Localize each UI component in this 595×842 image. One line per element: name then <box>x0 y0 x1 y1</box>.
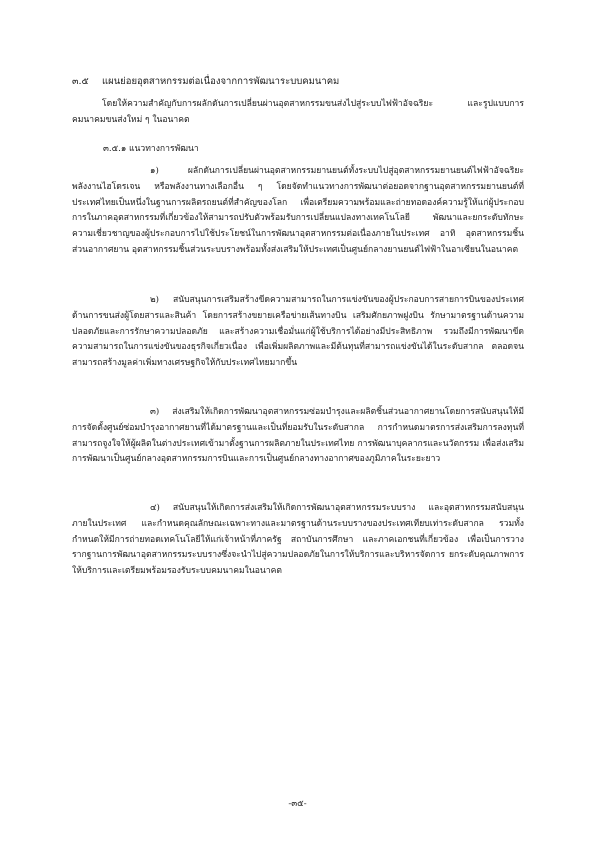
subsection-title: แนวทางการพัฒนา <box>129 144 199 154</box>
section-number: ๓.๕ <box>72 76 89 87</box>
paragraph-2: ๒) สนับสนุนการเสริมสร้างขีดความสามารถในการแข่งขันของผู้ประกอบการสายการบินของประเทศด้านการขนส่งผู้โดยสารและสินค้า โดยการสร้างขยายเครือข่ายเส้นทางบิน เสริมศักยภาพฝูงบิน รักษามาตรฐานด้านความปลอดภัยและการรักษาความปลอดภัย และสร้างความเชื่อมั่นแก่ผู้ใช้บริการได้อย่างมีประสิทธิภาพ รวมถึงมีการพัฒนาขีดความสามารถในการแข่งขันของธุรกิจเกี่ยวเนื่อง เพื่อเพิ่มผลิตภาพและมีต้นทุนที่สามารถแข่งขันได้ในระดับสากล ตลอดจนสามารถสร้างมูลค่าเพิ่มทางเศรษฐกิจให้กับประเทศไทยมากขึ้น <box>72 295 524 369</box>
page-number: -๓๕- <box>288 799 307 809</box>
paragraph-1: ๑) ผลักดันการเปลี่ยนผ่านอุตสาหกรรมยานยนต์ทั้งระบบไปสู่อุตสาหกรรมยานยนต์ไฟฟ้าอัจฉริยะ พลังงานไฮโดรเจน หรือพลังงานทางเลือกอื่น ๆ โดยจัดทำแนวทางการพัฒนาต่อยอดจากฐานอุตสาหกรรมยานยนต์ที่ประเทศไทยเป็นหนึ่งในฐานการผลิตรถยนต์ที่สำคัญของโลก เพื่อเตรียมความพร้อมและถ่ายทอดองค์ความรู้ให้แก่ผู้ประกอบการในภาคอุตสาหกรรมที่เกี่ยวข้องให้สามารถปรับตัวพร้อมรับการเปลี่ยนแปลงทางเทคโนโลยี พัฒนาและยกระดับทักษะความเชี่ยวชาญของผู้ประกอบการไปใช้ประโยชน์ในการพัฒนาอุตสาหกรรมต่อเนื่องภายในประเทศ อาทิ อุตสาหกรรมชิ้นส่วนอากาศยาน อุตสาหกรรมชิ้นส่วนระบบรางพร้อมทั้งส่งเสริมให้ประเทศเป็นศูนย์กลางยานยนต์ไฟฟ้าในอาเซียนในอนาคต <box>72 166 524 255</box>
section-heading <box>72 76 532 88</box>
subsection-heading <box>103 143 403 155</box>
paragraph-4: ๔) สนับสนุนให้เกิดการส่งเสริมให้เกิดการพัฒนาอุตสาหกรรมระบบราง และอุตสาหกรรมสนับสนุนภายในประเทศ และกำหนดคุณลักษณะเฉพาะทางและมาตรฐานด้านระบบรางของประเทศเทียบเท่าระดับสากล รวมทั้งกำหนดให้มีการถ่ายทอดเทคโนโลยีให้แก่เจ้าหน้าที่ภาครัฐ สถาบันการศึกษา และภาคเอกชนที่เกี่ยวข้อง เพื่อเป็นการวางรากฐานการพัฒนาอุตสาหกรรมระบบรางซึ่งจะนำไปสู่ความปลอดภัยในการให้บริการและบริหารจัดการ ยกระดับคุณภาพการให้บริการและเตรียมพร้อมรองรับระบบคมนาคมในอนาคต <box>72 503 524 577</box>
section-title: แผนย่อยอุตสาหกรรมต่อเนื่องจากการพัฒนาระบบคมนาคม <box>102 76 340 87</box>
paragraph-3: ๓) ส่งเสริมให้เกิดการพัฒนาอุตสาหกรรมซ่อมบำรุงและผลิตชิ้นส่วนอากาศยานโดยการสนับสนุนให้มีการจัดตั้งศูนย์ซ่อมบำรุงอากาศยานที่ได้มาตรฐานและเป็นที่ยอมรับในระดับสากล การกำหนดมาตรการส่งเสริมการลงทุนที่สามารถจูงใจให้ผู้ผลิตในต่างประเทศเข้ามาตั้งฐานการผลิตภายในประเทศไทย การพัฒนาบุคลากรและนวัตกรรม เพื่อส่งเสริมการพัฒนาเป็นศูนย์กลางอุตสาหกรรมการบินและการเป็นศูนย์กลางทางอากาศของภูมิภาคในระยะยาว <box>72 407 524 465</box>
section-intro: โดยให้ความสำคัญกับการผลักดันการเปลี่ยนผ่านอุตสาหกรรมขนส่งไปสู่ระบบไฟฟ้าอัจฉริยะ และรูปแบบการคมนาคมขนส่งใหม่ ๆ ในอนาคต <box>72 99 524 125</box>
subsection-number: ๓.๕.๑ <box>103 144 127 154</box>
